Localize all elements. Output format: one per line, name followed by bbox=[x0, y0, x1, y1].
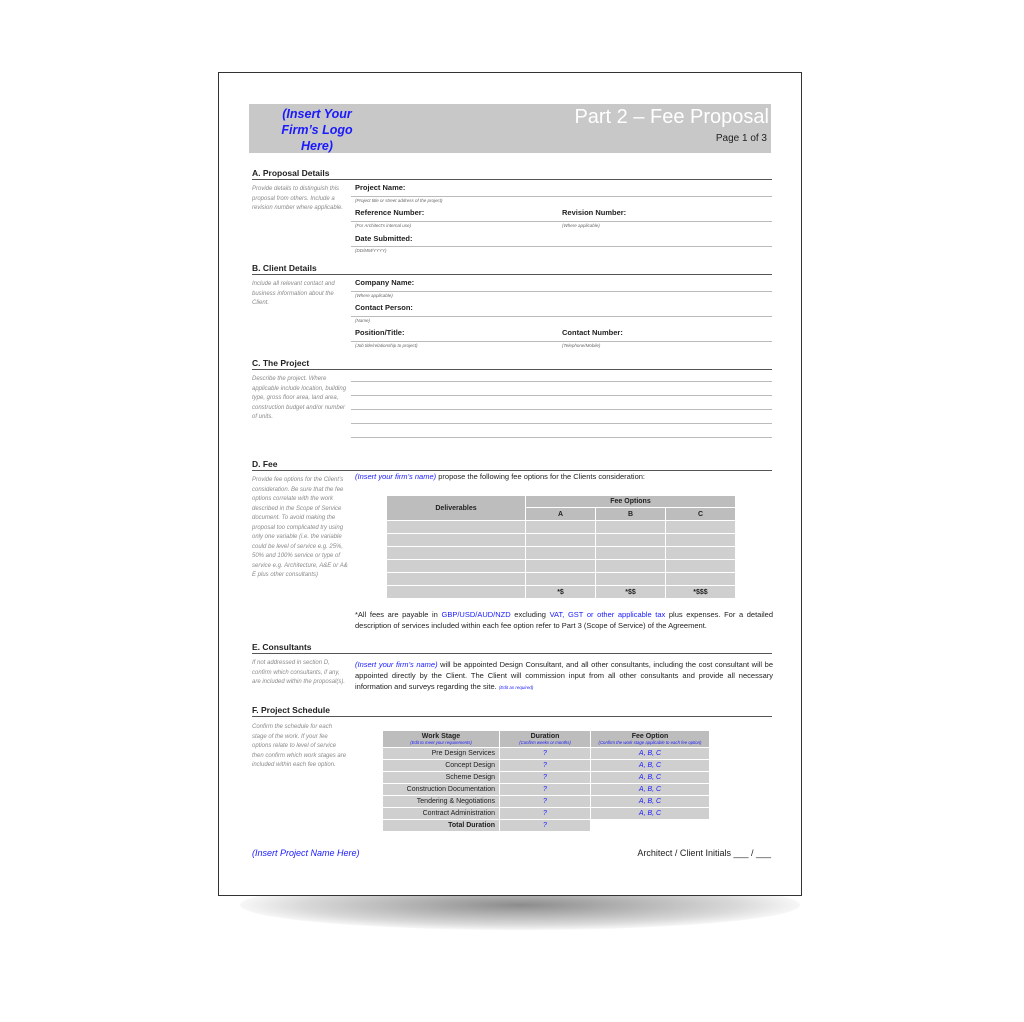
work-stage-cell: Construction Documentation bbox=[383, 784, 499, 795]
page-number: Page 1 of 3 bbox=[715, 133, 767, 144]
work-stage-cell: Contract Administration bbox=[383, 808, 499, 819]
edit-note: (Edit as required) bbox=[498, 685, 534, 690]
fee-column-header: A bbox=[526, 508, 595, 520]
document-title: Part 2 – Fee Proposal bbox=[574, 106, 769, 128]
section-e-heading: E. Consultants bbox=[252, 642, 772, 654]
section-a-description: Provide details to distinguish this proposal from others. Include a revision number where applicable. bbox=[252, 186, 344, 211]
section-d-description: Provide fee options for the Client’s consideration. Be sure that the fee options correlate with the work described in the Scope of Service document. To avoid making the proposal too complicated try using only one variable (i.e. the variable could be level of service e.g. 25%, 50% and 100% service or type of service e.g. Architecture, A&E or A& E plus other consultants) bbox=[252, 477, 348, 578]
table-row bbox=[387, 534, 735, 546]
consultants-text: (Insert your firm’s name) will be appointed Design Consultant, and all other consultants, including the cost consultant will be appointed directly by the Client. The Client will commission input from all other consultants and provide all necessary information and surveys regarding the site. (Edit as required) bbox=[355, 660, 773, 691]
fee-option-cell[interactable]: A, B, C bbox=[591, 772, 709, 783]
work-stage-header: Work Stage (Edit to meet your requirements) bbox=[383, 731, 499, 747]
fee-total-a: *$ bbox=[526, 586, 595, 598]
project-description-line[interactable] bbox=[351, 423, 772, 424]
section-f-description: Confirm the schedule for each stage of the work. If your fee options relate to level of service then confirm which work stages are included within each fee option. bbox=[252, 724, 347, 768]
company-name-hint: (Where applicable) bbox=[355, 293, 393, 298]
table-row bbox=[387, 573, 735, 585]
table-row bbox=[383, 808, 709, 819]
date-submitted-field[interactable] bbox=[351, 246, 772, 247]
contact-number-label: Contact Number: bbox=[562, 328, 623, 337]
project-name-field[interactable] bbox=[351, 196, 772, 197]
duration-cell[interactable]: ? bbox=[500, 808, 590, 819]
position-title-label: Position/Title: bbox=[355, 328, 405, 337]
contact-number-hint: (Telephone/Mobile) bbox=[562, 343, 601, 348]
position-title-field[interactable] bbox=[351, 341, 772, 342]
table-row bbox=[383, 796, 709, 807]
date-submitted-label: Date Submitted: bbox=[355, 234, 413, 243]
fee-option-cell[interactable]: A, B, C bbox=[591, 808, 709, 819]
company-name-field[interactable] bbox=[351, 291, 772, 292]
project-name-label: Project Name: bbox=[355, 183, 406, 192]
position-title-hint: (Job title/relationship to project) bbox=[355, 343, 418, 348]
duration-header: Duration (Confirm weeks or months) bbox=[500, 731, 590, 747]
reference-number-hint: (For Architect’s internal use) bbox=[355, 223, 412, 228]
duration-cell[interactable]: ? bbox=[500, 748, 590, 759]
total-duration-label: Total Duration bbox=[383, 820, 499, 831]
section-f-heading: F. Project Schedule bbox=[252, 705, 772, 717]
table-row bbox=[387, 560, 735, 572]
fee-intro: (Insert your firm’s name) propose the following fee options for the Clients consideration: bbox=[355, 472, 646, 481]
fee-note: *All fees are payable in GBP/USD/AUD/NZD excluding VAT, GST or other applicable tax plus expenses. For a detailed description of services included within each fee option refer to Part 3 (Scope of Service) of the Agreement. bbox=[355, 610, 774, 630]
firm-name-placeholder[interactable]: (Insert your firm’s name) bbox=[355, 472, 437, 481]
revision-number-hint: (Where applicable) bbox=[562, 223, 600, 228]
fee-option-cell[interactable]: A, B, C bbox=[591, 748, 709, 759]
work-stage-cell: Scheme Design bbox=[383, 772, 499, 783]
date-submitted-hint: (DD/MM/YYYY) bbox=[355, 248, 387, 253]
fee-total-b: *$$ bbox=[596, 586, 665, 598]
deliverables-header: Deliverables bbox=[387, 496, 525, 520]
table-row bbox=[383, 820, 709, 831]
section-c-heading: C. The Project bbox=[252, 358, 772, 370]
project-description-line[interactable] bbox=[351, 437, 772, 438]
section-e-description: If not addressed in section D, confirm which consultants, if any, are included within the proposal(s). bbox=[252, 660, 346, 685]
table-row bbox=[383, 784, 709, 795]
company-name-label: Company Name: bbox=[355, 278, 415, 287]
table-row bbox=[387, 521, 735, 533]
contact-person-hint: (Name) bbox=[355, 318, 371, 323]
project-description-line[interactable] bbox=[351, 381, 772, 382]
duration-cell[interactable]: ? bbox=[500, 772, 590, 783]
table-row bbox=[383, 760, 709, 771]
fee-option-cell[interactable]: A, B, C bbox=[591, 796, 709, 807]
section-b-description: Include all relevant contact and business information about the Client. bbox=[252, 281, 335, 306]
project-name-hint: (Project title or street address of the project) bbox=[355, 198, 443, 203]
fee-column-header: B bbox=[596, 508, 665, 520]
contact-person-field[interactable] bbox=[351, 316, 772, 317]
duration-cell[interactable]: ? bbox=[500, 784, 590, 795]
currency-placeholder[interactable]: GBP/USD/AUD/NZD bbox=[441, 610, 511, 619]
fee-column-header: C bbox=[666, 508, 735, 520]
logo-placeholder: (Insert Your Firm’s Logo Here) bbox=[281, 107, 353, 153]
section-d-heading: D. Fee bbox=[252, 459, 772, 471]
duration-cell[interactable]: ? bbox=[500, 796, 590, 807]
section-b-heading: B. Client Details bbox=[252, 263, 772, 275]
firm-name-placeholder[interactable]: (Insert your firm’s name) bbox=[355, 660, 438, 669]
section-a-heading: A. Proposal Details bbox=[252, 168, 772, 180]
contact-person-label: Contact Person: bbox=[355, 303, 413, 312]
fee-option-cell[interactable]: A, B, C bbox=[591, 784, 709, 795]
work-stage-cell: Tendering & Negotiations bbox=[383, 796, 499, 807]
project-schedule-table bbox=[382, 730, 710, 832]
fee-options-table bbox=[386, 495, 736, 599]
project-description-line[interactable] bbox=[351, 409, 772, 410]
table-row bbox=[387, 547, 735, 559]
fee-option-cell[interactable]: A, B, C bbox=[591, 760, 709, 771]
reference-number-label: Reference Number: bbox=[355, 208, 425, 217]
duration-cell[interactable]: ? bbox=[500, 760, 590, 771]
fee-total-c: *$$$ bbox=[666, 586, 735, 598]
reference-number-field[interactable] bbox=[351, 221, 772, 222]
total-duration-cell[interactable]: ? bbox=[500, 820, 590, 831]
initials-footer: Architect / Client Initials ___ / ___ bbox=[637, 848, 771, 858]
fee-option-header: Fee Option (Confirm the work stage applicable to each fee option) bbox=[591, 731, 709, 747]
project-name-footer: (Insert Project Name Here) bbox=[252, 848, 360, 858]
fee-options-header: Fee Options bbox=[526, 496, 735, 507]
work-stage-cell: Pre Design Services bbox=[383, 748, 499, 759]
table-row bbox=[383, 772, 709, 783]
table-row bbox=[387, 586, 735, 598]
revision-number-label: Revision Number: bbox=[562, 208, 627, 217]
project-description-line[interactable] bbox=[351, 395, 772, 396]
section-c-description: Describe the project. Where applicable include location, building type, gross floor area, land area, construction budget and/or number of units. bbox=[252, 376, 347, 420]
work-stage-cell: Concept Design bbox=[383, 760, 499, 771]
tax-placeholder[interactable]: VAT, GST or other applicable tax bbox=[549, 610, 666, 619]
document-page bbox=[218, 72, 802, 896]
table-row bbox=[383, 748, 709, 759]
